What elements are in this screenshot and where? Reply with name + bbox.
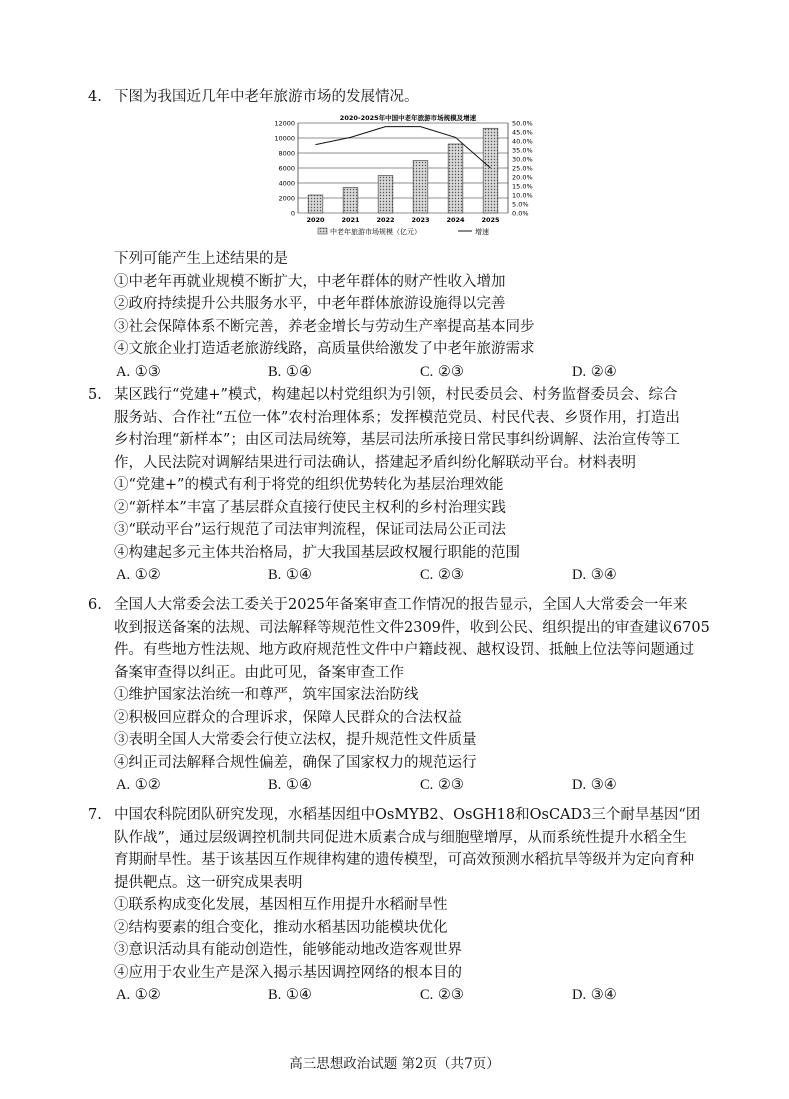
bar — [413, 161, 428, 214]
question-number: 7. — [88, 807, 102, 823]
y-tick-right: 5.0% — [512, 200, 529, 209]
answer-d[interactable]: D. ③④ — [572, 777, 617, 793]
option-statement-1: ①中老年再就业规模不断扩大，中老年群体的财产性收入增加 — [114, 273, 506, 290]
answer-options — [88, 564, 738, 586]
option-statement-3: ③“联动平台”运行规范了司法审判流程，保证司法局公正司法 — [114, 522, 506, 538]
answer-options — [88, 361, 738, 383]
option-statement-3: ③表明全国人大常委会行使立法权，提升规范性文件质量 — [114, 732, 477, 748]
x-tick-label: 2023 — [411, 216, 430, 224]
option-statement-4: ④文旅企业打造适老旅游线路，高质量供给激发了中老年旅游需求 — [114, 341, 535, 357]
y-tick-left: 2000 — [278, 194, 295, 203]
option-statement-2: ②结构要素的组合变化，推动水稻基因功能模块优化 — [114, 919, 448, 936]
question-stem-line: 某区践行“党建+”模式，构建起以村党组织为引领，村民委员会、村务监督委员会、综合 — [114, 387, 678, 403]
question-stem-line: 中国农科院团队研究发现，水稻基因组中OsMYB2、OsGH18和OsCAD3三个耐旱基因“团 — [114, 807, 701, 823]
option-statement-4: ④纠正司法解释合规性偏差，确保了国家权力的规范运行 — [114, 754, 477, 771]
y-tick-right: 45.0% — [512, 128, 533, 137]
question-stem-line: 收到报送备案的法规、司法解释等规范性文件2309件，收到公民、组织提出的审查建议6705 — [114, 619, 710, 636]
option-statement-3: ③意识活动具有能动创造性，能够能动地改造客观世界 — [114, 942, 462, 958]
answer-a[interactable]: A. ①② — [116, 987, 161, 1003]
answer-d[interactable]: D. ③④ — [572, 987, 617, 1003]
answer-a[interactable]: A. ①③ — [116, 363, 161, 380]
answer-d[interactable]: D. ③④ — [572, 567, 617, 583]
answer-options — [88, 984, 738, 1006]
x-tick-label: 2021 — [341, 216, 360, 224]
answer-c[interactable]: C. ②③ — [420, 987, 464, 1003]
question-stem-line: 乡村治理“新样本”；由区司法局统筹，基层司法所承接日常民事纠纷调解、法治宣传等工 — [114, 432, 680, 448]
question-number: 5. — [88, 387, 102, 403]
bar — [308, 195, 323, 213]
answer-c[interactable]: C. ②③ — [420, 777, 464, 793]
bar — [448, 144, 463, 213]
y-tick-left: 0 — [290, 209, 295, 218]
question-6 — [88, 594, 738, 796]
question-5 — [88, 384, 738, 586]
y-tick-right: 40.0% — [512, 137, 533, 146]
y-tick-left: 6000 — [278, 164, 295, 173]
option-statement-3: ③社会保障体系不断完善，养老金增长与劳动生产率提高基本同步 — [114, 318, 535, 335]
y-tick-right: 25.0% — [512, 164, 533, 173]
question-followup: 下列可能产生上述结果的是 — [114, 251, 288, 267]
chart-title: 2020-2025年中国中老年旅游市场规模及增速 — [339, 114, 477, 122]
option-statement-4: ④构建起多元主体共治格局，扩大我国基层政权履行职能的范围 — [114, 544, 520, 561]
question-stem-line: 件。有些地方性法规、地方政府规范性文件中户籍歧视、越权设罚、抵触上位法等问题通过 — [114, 642, 694, 658]
legend-bar-swatch — [318, 228, 327, 234]
x-tick-label: 2024 — [446, 216, 465, 224]
answer-c[interactable]: C. ②③ — [420, 567, 464, 583]
y-tick-right: 10.0% — [512, 191, 533, 200]
question-stem-line: 作，人民法院对调解结果进行司法确认，搭建起矛盾纠纷化解联动平台。材料表明 — [114, 454, 636, 471]
question-stem-line: 提供靶点。这一研究成果表明 — [114, 874, 303, 891]
answer-c[interactable]: C. ②③ — [420, 363, 464, 380]
question-7 — [88, 804, 738, 1006]
answer-a[interactable]: A. ①② — [116, 777, 161, 793]
option-statement-4: ④应用于农业生产是深入揭示基因调控网络的根本目的 — [114, 964, 462, 981]
bar — [343, 188, 358, 214]
question-number: 4. — [88, 89, 102, 105]
answer-b[interactable]: B. ①④ — [268, 987, 312, 1003]
question-stem-line: 全国人大常委会法工委关于2025年备案审查工作情况的报告显示，全国人大常委会一年来 — [114, 597, 688, 613]
y-tick-left: 8000 — [278, 149, 295, 158]
question-number: 6. — [88, 597, 102, 613]
question-4-body — [88, 248, 738, 383]
answer-b[interactable]: B. ①④ — [268, 363, 312, 380]
option-statement-1: ①联系构成变化发展，基因相互作用提升水稻耐旱性 — [114, 897, 448, 913]
page-footer: 高三思想政治试题 第2页（共7页） — [289, 1056, 500, 1072]
y-tick-right: 50.0% — [512, 119, 533, 128]
option-statement-2: ②积极回应群众的合理诉求，保障人民群众的合法权益 — [114, 709, 462, 726]
question-stem-line: 服务站、合作社“五位一体”农村治理体系；发挥模范党员、村民代表、乡贤作用，打造出 — [114, 409, 680, 426]
y-tick-right: 0.0% — [512, 209, 529, 218]
question-stem-line: 备案审查得以纠正。由此可见，备案审查工作 — [114, 664, 404, 681]
y-tick-left: 4000 — [278, 179, 295, 188]
answer-a[interactable]: A. ①② — [116, 567, 161, 583]
y-tick-right: 30.0% — [512, 155, 533, 164]
bar — [378, 176, 393, 214]
x-tick-label: 2020 — [306, 216, 325, 224]
legend-bar-label: 中老年旅游市场规模（亿元） — [330, 228, 421, 236]
answer-b[interactable]: B. ①④ — [268, 777, 312, 793]
y-tick-right: 35.0% — [512, 146, 533, 155]
question-4 — [88, 86, 738, 109]
answer-b[interactable]: B. ①④ — [268, 567, 312, 583]
option-statement-2: ②政府持续提升公共服务水平，中老年群体旅游设施得以完善 — [114, 296, 506, 312]
question-stem-line: 队作战”，通过层级调控机制共同促进木质素合成与细胞壁增厚，从而系统性提升水稻全生 — [114, 829, 687, 846]
option-statement-2: ②“新样本”丰富了基层群众直接行使民主权利的乡村治理实践 — [114, 499, 506, 516]
y-tick-right: 20.0% — [512, 173, 533, 182]
bar — [483, 128, 498, 213]
answer-options — [88, 774, 738, 796]
question-stem-line: 育期耐旱性。基于该基因互作规律构建的遗传模型，可高效预测水稻抗旱等级并为定向育种 — [114, 852, 694, 868]
x-tick-label: 2025 — [481, 216, 500, 224]
y-tick-right: 15.0% — [512, 182, 533, 191]
y-tick-left: 10000 — [274, 134, 295, 143]
x-tick-label: 2022 — [376, 216, 395, 224]
legend-line-label: 增速 — [475, 228, 489, 236]
growth-line — [316, 127, 491, 168]
option-statement-1: ①“党建+”的模式有利于将党的组织优势转化为基层治理效能 — [114, 477, 504, 493]
question-stem: 下图为我国近几年中老年旅游市场的发展情况。 — [114, 89, 419, 105]
answer-d[interactable]: D. ②④ — [572, 363, 617, 380]
y-tick-left: 12000 — [274, 119, 295, 128]
market-chart — [268, 113, 548, 241]
option-statement-1: ①维护国家法治统一和尊严，筑牢国家法治防线 — [114, 687, 419, 703]
